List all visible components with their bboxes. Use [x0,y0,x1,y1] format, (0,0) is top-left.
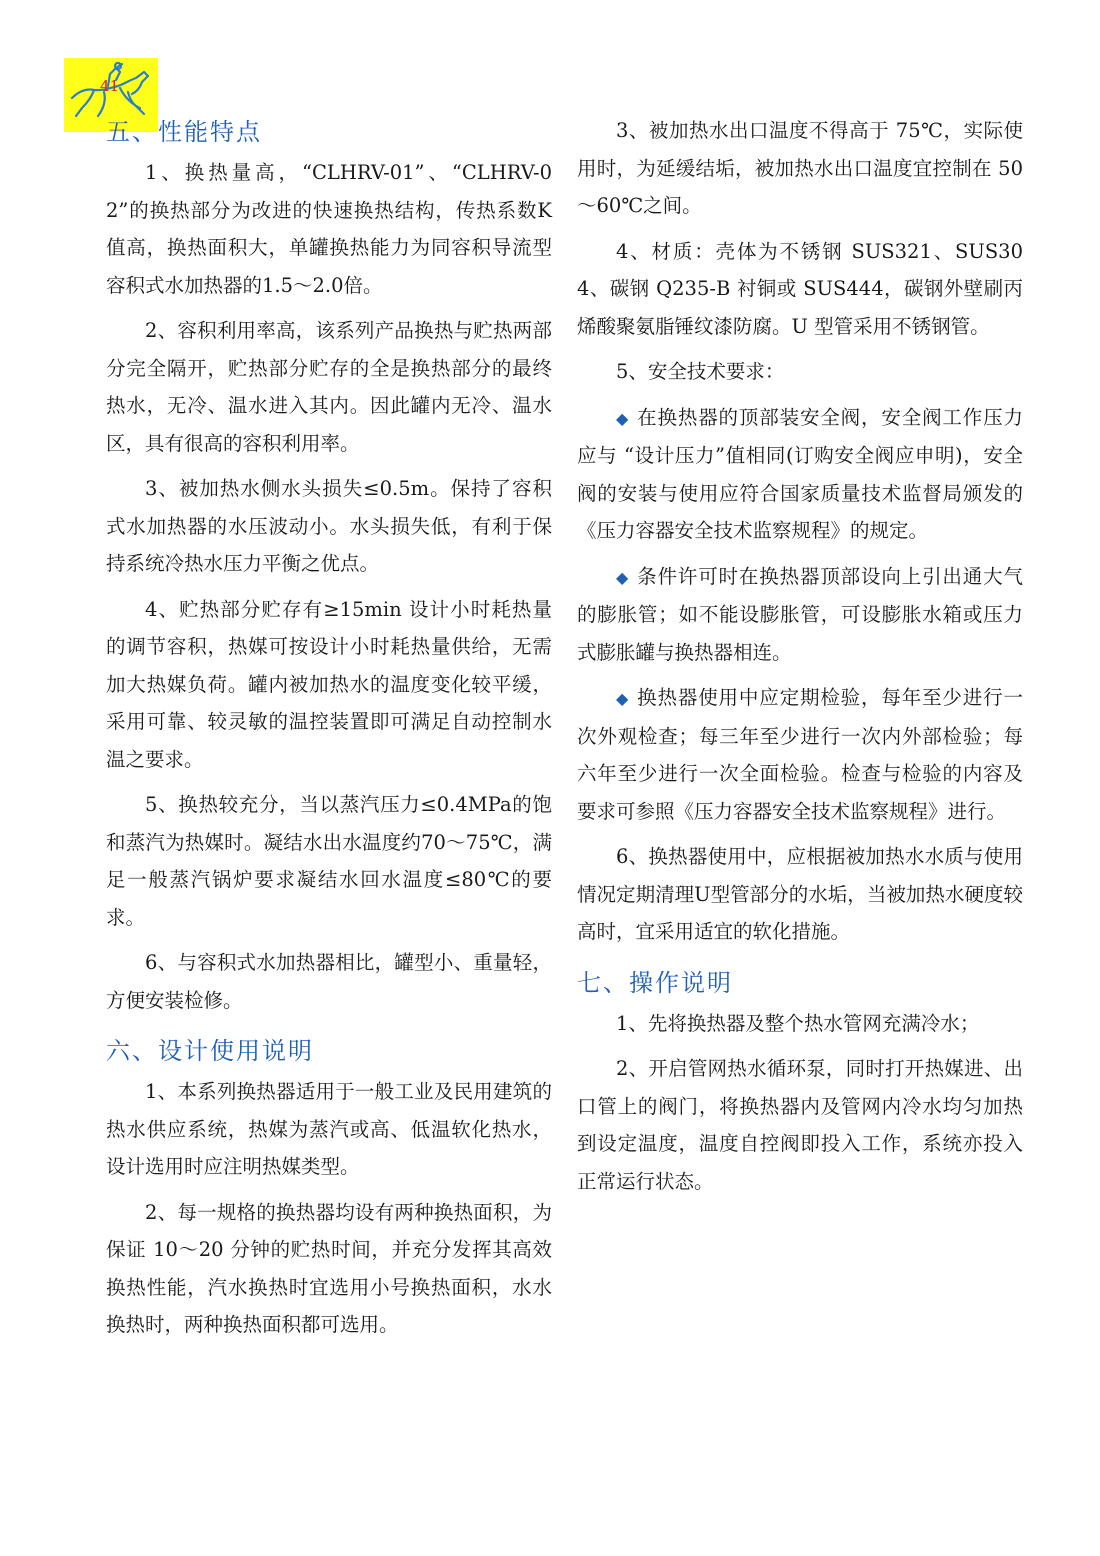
section-6-heading: 六、设计使用说明 [106,1037,314,1065]
bullet-2-text: 条件许可时在换热器顶部设向上引出通大气的膨胀管；如不能设膨胀管，可设膨胀水箱或压力式膨胀罐与换热器相连。 [577,564,1023,664]
bullet-1 [577,399,1023,550]
right-column [577,112,1023,1200]
paragraph-5-5: 5、换热较充分，当以蒸汽压力≤0.4MPa的饱和蒸汽为热媒时。凝结水出水温度约70～75℃，满足一般蒸汽锅炉要求凝结水回水温度≤80℃的要求。 [106,793,552,929]
paragraph-6-4: 4、材质：壳体为不锈钢 SUS321、SUS304、碳钢 Q235-B 衬铜或 SUS444，碳钢外壁刷丙烯酸聚氨脂锤纹漆防腐。U 型管采用不锈钢管。 [577,239,1023,338]
section-5-heading: 五、性能特点 [106,118,262,146]
paragraph-5-1: 1、换热量高，“CLHRV-01”、“CLHRV-02”的换热部分为改进的快速换热结构，传热系数K值高，换热面积大，单罐换热能力为同容积导流型容积式水加热器的1.5～2.0倍。 [106,161,552,297]
left-column [106,112,552,1344]
bullet-3 [577,679,1023,830]
diamond-bullet-icon: ◆ [616,567,630,587]
bullet-3-text: 换热器使用中应定期检验，每年至少进行一次外观检查；每三年至少进行一次内外部检验；每六年至少进行一次全面检验。检查与检验的内容及要求可参照《压力容器安全技术监察规程》进行。 [577,686,1023,823]
paragraph-5-4: 4、贮热部分贮存有≥15min 设计小时耗热量的调节容积，热媒可按设计小时耗热量供给，无需加大热媒负荷。罐内被加热水的温度变化较平缓，采用可靠、较灵敏的温控装置即可满足自动控制水温之要求。 [106,597,552,771]
bullet-1-text: 在换热器的顶部装安全阀，安全阀工作压力应与 “设计压力”值相同(订购安全阀应申明)，安全阀的安装与使用应符合国家质量技术监督局颁发的《压力容器安全技术监察规程》的规定。 [577,405,1023,542]
diamond-bullet-icon: ◆ [616,408,630,428]
paragraph-6-2: 2、每一规格的换热器均设有两种换热面积，为保证 10～20 分钟的贮热时间，并充分发挥其高效换热性能，汽水换热时宜选用小号换热面积，水水换热时，两种换热面积都可选用。 [106,1200,552,1336]
bullet-2 [577,558,1023,672]
paragraph-6-6: 6、换热器使用中，应根据被加热水水质与使用情况定期清理U型管部分的水垢，当被加热水硬度较高时，宜采用适宜的软化措施。 [577,845,1023,943]
paragraph-5-2: 2、容积利用率高，该系列产品换热与贮热两部分完全隔开，贮热部分贮存的全是换热部分的最终热水，无冷、温水进入其内。因此罐内无冷、温水区，具有很高的容积利用率。 [106,319,552,455]
paragraph-6-3: 3、被加热水出口温度不得高于 75℃，实际使用时，为延缓结垢，被加热水出口温度宜控制在 50～60℃之间。 [577,119,1023,217]
diamond-bullet-icon: ◆ [616,689,630,708]
paragraph-7-1: 1、先将换热器及整个热水管网充满冷水； [616,1011,980,1035]
paragraph-5-6: 6、与容积式水加热器相比，罐型小、重量轻，方便安装检修。 [106,951,552,1012]
paragraph-7-2: 2、开启管网热水循环泵，同时打开热媒进、出口管上的阀门，将换热器内及管网内冷水均匀加热到设定温度，温度自控阀即投入工作，系统亦投入正常运行状态。 [577,1057,1023,1193]
paragraph-6-1: 1、本系列换热器适用于一般工业及民用建筑的热水供应系统，热媒为蒸汽或高、低温软化热水，设计选用时应注明热媒类型。 [106,1080,552,1178]
paragraph-6-5: 5、安全技术要求： [616,360,785,383]
page-number: 41 [100,77,120,95]
paragraph-5-3: 3、被加热水侧水头损失≤0.5m。保持了容积式水加热器的水压波动小。水头损失低，有利于保持系统冷热水压力平衡之优点。 [106,477,552,575]
section-7-heading: 七、操作说明 [577,968,733,997]
